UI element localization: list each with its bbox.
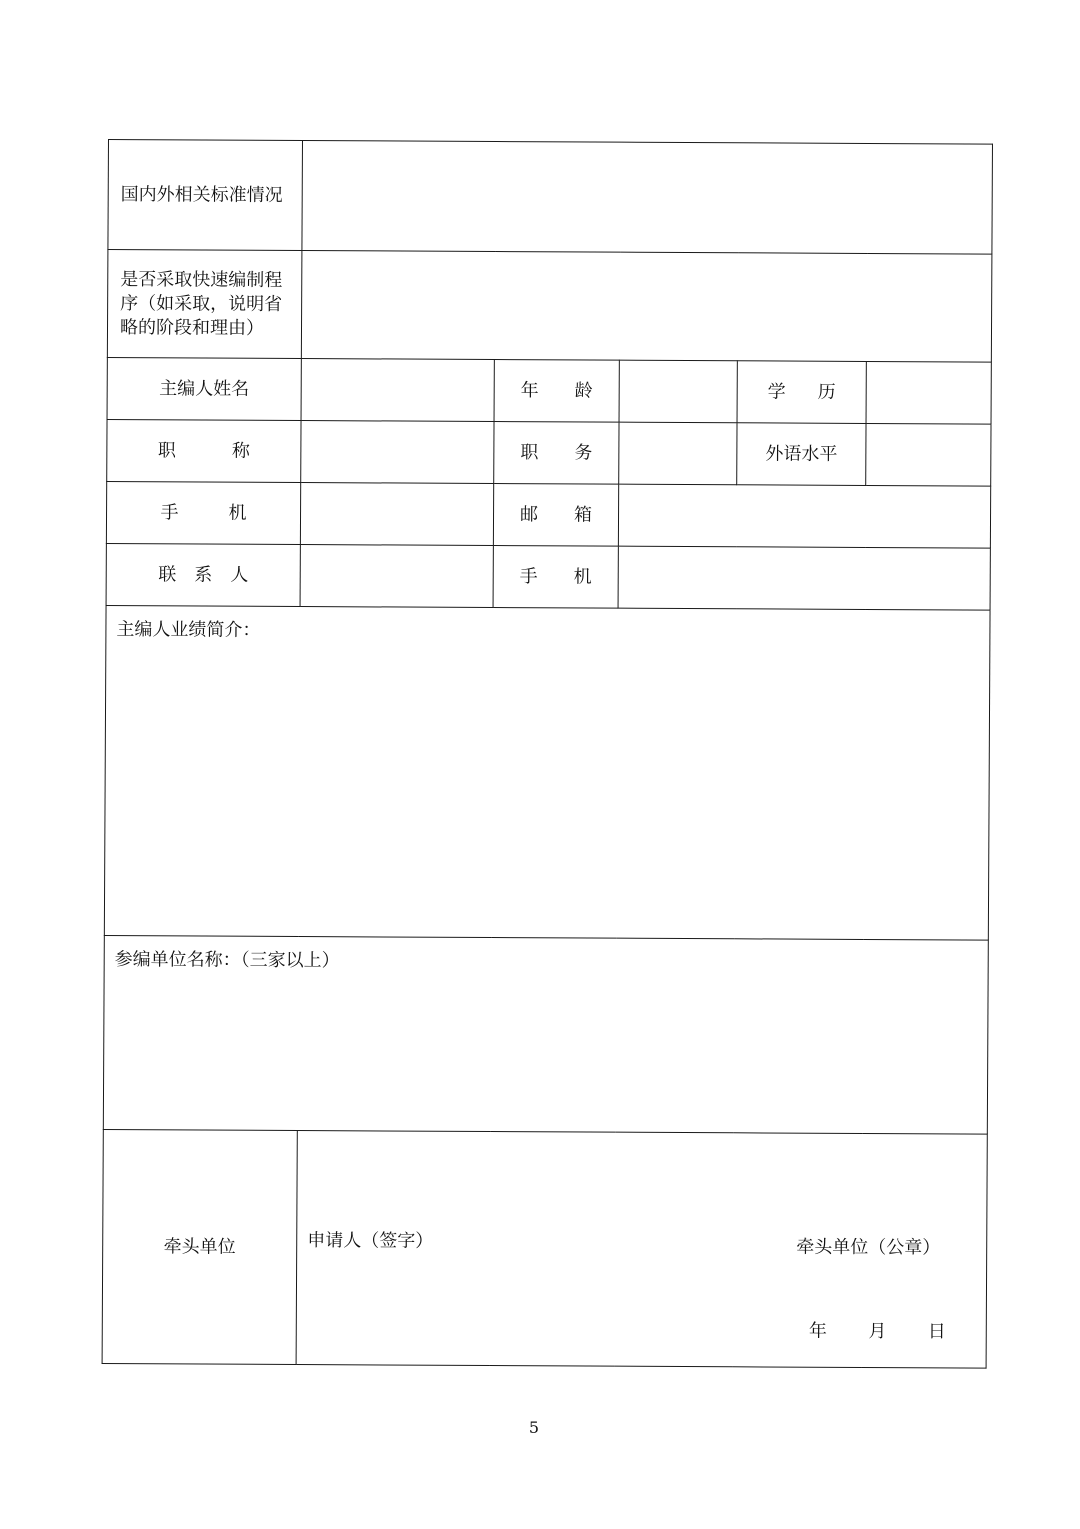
email-label: 邮箱 bbox=[493, 484, 618, 547]
language-label: 外语水平 bbox=[737, 423, 866, 486]
age-field[interactable] bbox=[619, 360, 737, 423]
participants-label: 参编单位名称：（三家以上） bbox=[114, 949, 340, 972]
domestic-standards-label: 国内外相关标准情况 bbox=[108, 140, 303, 251]
applicant-signature-label: 申请人（签字） bbox=[307, 1230, 434, 1252]
achievements-block[interactable] bbox=[104, 605, 990, 940]
lead-unit-signature-cell[interactable] bbox=[296, 1131, 987, 1369]
education-field[interactable] bbox=[866, 361, 991, 424]
contact-field[interactable] bbox=[300, 545, 493, 608]
editor-name-label: 主编人姓名 bbox=[107, 357, 301, 420]
title-label: 职称 bbox=[107, 419, 301, 482]
education-label: 学历 bbox=[737, 361, 866, 424]
contact-mobile-field[interactable] bbox=[618, 546, 990, 610]
title-field[interactable] bbox=[301, 421, 494, 484]
lead-unit-seal-label: 牵头单位（公章） bbox=[796, 1236, 941, 1259]
standard-application-form bbox=[102, 139, 993, 1369]
date-year: 年 bbox=[808, 1320, 827, 1342]
age-label: 年龄 bbox=[494, 360, 619, 423]
contact-mobile-label: 手机 bbox=[493, 546, 618, 609]
date-day: 日 bbox=[927, 1321, 946, 1343]
domestic-standards-field[interactable] bbox=[302, 141, 993, 255]
page-number: 5 bbox=[528, 1418, 540, 1437]
email-field[interactable] bbox=[618, 484, 990, 548]
fast-track-field[interactable] bbox=[301, 251, 992, 363]
mobile-label: 手机 bbox=[106, 481, 300, 544]
participants-block[interactable] bbox=[103, 935, 988, 1134]
contact-label: 联系人 bbox=[106, 543, 300, 606]
position-label: 职务 bbox=[494, 422, 619, 485]
achievements-label: 主编人业绩简介： bbox=[116, 619, 261, 641]
signature-date bbox=[809, 1320, 946, 1345]
mobile-field[interactable] bbox=[300, 483, 493, 546]
language-field[interactable] bbox=[866, 423, 991, 486]
date-month: 月 bbox=[868, 1320, 887, 1343]
position-field[interactable] bbox=[619, 422, 737, 485]
lead-unit-label: 牵头单位 bbox=[102, 1129, 297, 1364]
editor-name-field[interactable] bbox=[301, 359, 494, 422]
fast-track-label: 是否采取快速编制程序（如采取，说明省略的阶段和理由） bbox=[107, 250, 302, 359]
